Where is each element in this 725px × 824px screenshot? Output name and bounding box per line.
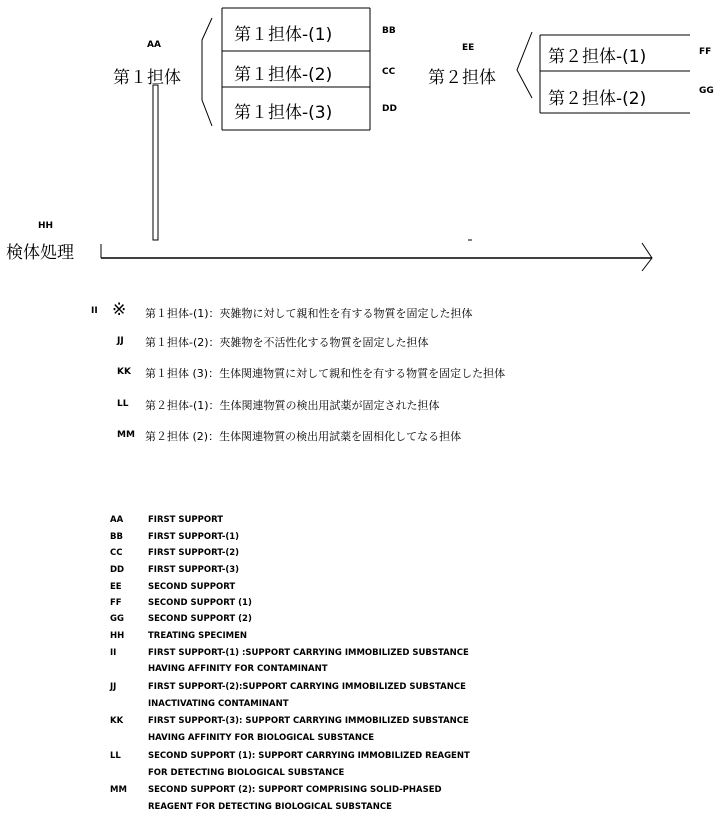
legend-tag: CC <box>110 548 122 558</box>
legend-tag: BB <box>110 532 123 542</box>
first-support-tag: AA <box>147 40 161 50</box>
second-support-item-2-tag: GG <box>699 86 714 96</box>
legend-text: FIRST SUPPORT-(1) <box>148 532 239 542</box>
legend-text: SECOND SUPPORT (1): SUPPORT CARRYING IMMOBILIZED REAGENT <box>148 751 470 761</box>
legend-text: INACTIVATING CONTAMINANT <box>148 699 289 709</box>
note-tag: JJ <box>117 336 124 346</box>
legend-tag: LL <box>110 751 121 761</box>
note-text: 第１担体-(1)：夾雑物に対して親和性を有する物質を固定した担体 <box>145 305 473 321</box>
legend-text: FOR DETECTING BIOLOGICAL SUBSTANCE <box>148 768 344 778</box>
second-support-label: 第２担体 <box>428 63 496 88</box>
note-tag: II <box>91 306 98 316</box>
legend-text: SECOND SUPPORT (2): SUPPORT COMPRISING SOLID-PHASED <box>148 785 442 795</box>
first-support-item-2: 第１担体-(2) <box>234 60 332 85</box>
second-support-tag: EE <box>462 43 474 53</box>
first-support-connector <box>153 85 158 240</box>
first-support-item-2-tag: CC <box>382 67 395 77</box>
first-support-item-1-tag: BB <box>382 26 396 36</box>
legend-text: REAGENT FOR DETECTING BIOLOGICAL SUBSTANCE <box>148 802 392 812</box>
legend-tag: II <box>110 648 116 658</box>
legend-text: FIRST SUPPORT-(3) <box>148 565 239 575</box>
process-axis-arrowhead <box>642 243 652 271</box>
note-tag: MM <box>117 430 135 440</box>
legend-text: FIRST SUPPORT-(3): SUPPORT CARRYING IMMOBILIZED SUBSTANCE <box>148 716 469 726</box>
legend-tag: DD <box>110 565 124 575</box>
note-tag: KK <box>117 367 131 377</box>
note-text: 第２担体 (2)：生体関連物質の検出用試薬を固相化してなる担体 <box>145 428 461 444</box>
legend-tag: KK <box>110 716 123 726</box>
first-support-item-3-tag: DD <box>382 104 397 114</box>
legend-text: FIRST SUPPORT-(1) :SUPPORT CARRYING IMMOBILIZED SUBSTANCE <box>148 648 469 658</box>
legend-tag: MM <box>110 785 127 795</box>
legend-text: TREATING SPECIMEN <box>148 631 247 641</box>
second-support-item-1: 第２担体-(1) <box>548 42 646 67</box>
first-support-item-1: 第１担体-(1) <box>234 20 332 45</box>
legend-text: HAVING AFFINITY FOR CONTAMINANT <box>148 664 328 674</box>
legend-tag: FF <box>110 598 122 608</box>
first-support-label: 第１担体 <box>113 63 181 88</box>
note-tag: LL <box>117 399 128 409</box>
note-text: 第１担体 (3)：生体関連物質に対して親和性を有する物質を固定した担体 <box>145 365 505 381</box>
legend-tag: EE <box>110 582 122 592</box>
process-tag: HH <box>38 221 53 231</box>
note-text: 第２担体-(1)：生体関連物質の検出用試薬が固定された担体 <box>145 397 440 413</box>
process-label: 検体処理 <box>6 238 74 263</box>
legend-tag: JJ <box>110 682 116 692</box>
legend-text: SECOND SUPPORT <box>148 582 235 592</box>
legend-text: HAVING AFFINITY FOR BIOLOGICAL SUBSTANCE <box>148 733 374 743</box>
legend-tag: HH <box>110 631 124 641</box>
legend-text: SECOND SUPPORT (2) <box>148 614 252 624</box>
first-support-item-3: 第１担体-(3) <box>234 98 332 123</box>
legend-text: FIRST SUPPORT-(2) <box>148 548 239 558</box>
second-support-item-2: 第２担体-(2) <box>548 84 646 109</box>
second-support-bracket <box>517 32 532 98</box>
first-support-bracket <box>202 18 212 126</box>
legend-text: SECOND SUPPORT (1) <box>148 598 252 608</box>
second-support-item-1-tag: FF <box>699 47 711 57</box>
legend-text: FIRST SUPPORT <box>148 515 223 525</box>
reference-mark-icon: ※ <box>112 300 126 320</box>
legend-text: FIRST SUPPORT-(2):SUPPORT CARRYING IMMOBILIZED SUBSTANCE <box>148 682 466 692</box>
legend-tag: GG <box>110 614 124 624</box>
legend-tag: AA <box>110 515 123 525</box>
note-text: 第１担体-(2)：夾雑物を不活性化する物質を固定した担体 <box>145 334 429 350</box>
